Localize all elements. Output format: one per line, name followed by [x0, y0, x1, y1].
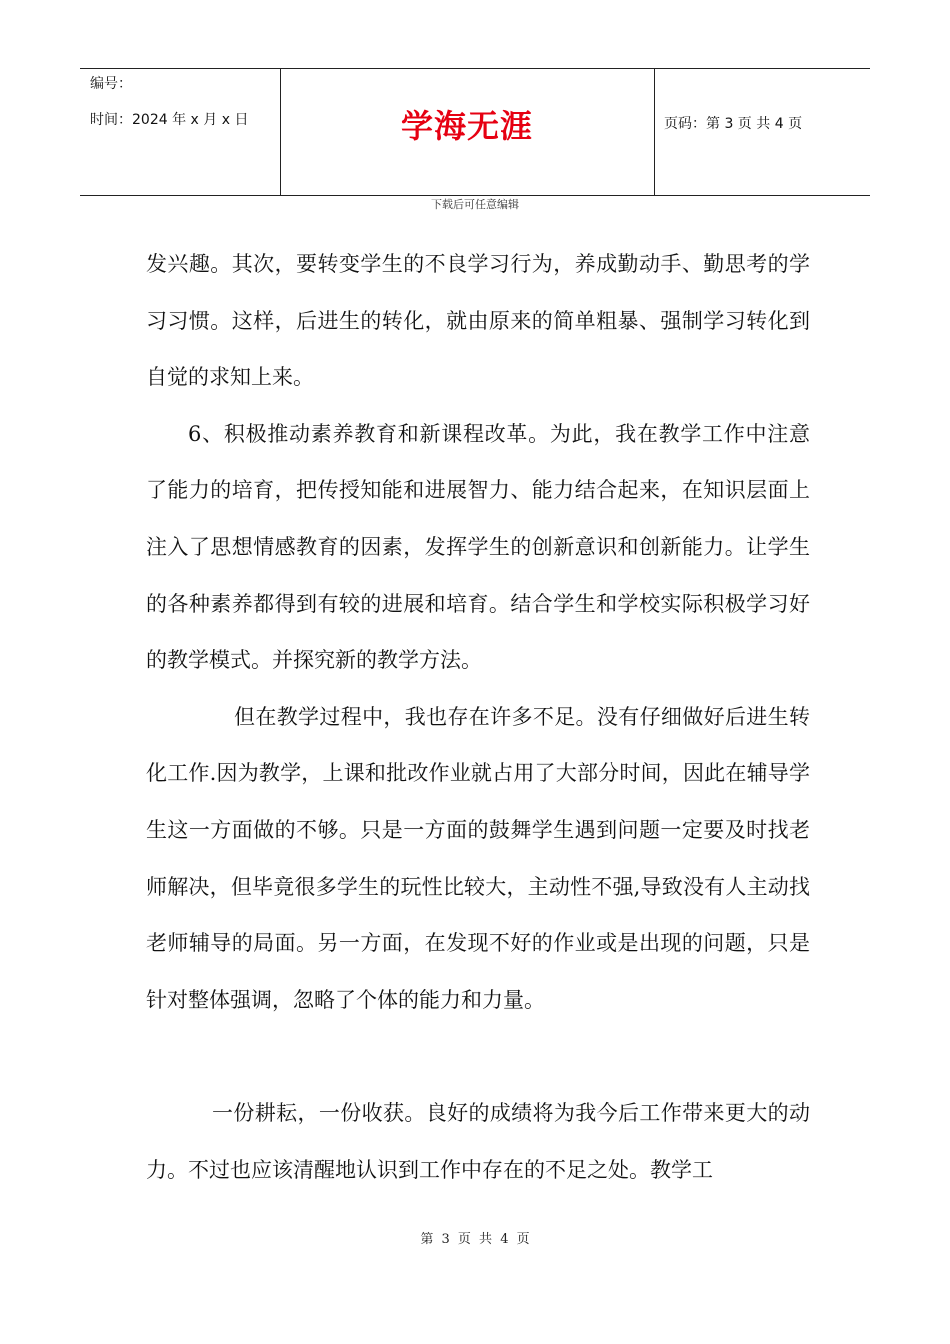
header-divider	[654, 69, 655, 195]
edit-note: 下载后可任意编辑	[431, 198, 519, 211]
paragraph-gap	[146, 1028, 810, 1085]
page-footer: 第 3 页 共 4 页	[420, 1232, 530, 1247]
body-paragraph: 6、积极推动素养教育和新课程改革。为此，我在教学工作中注意了能力的培育，把传授知能和进展智力、能力结合起来，在知识层面上注入了思想情感教育的因素，发挥学生的创新意识和创新能力。让学生的各种素养都得到有较的进展和培育。结合学生和学校实际积极学习好的教学模式。并探究新的教学方法。	[146, 421, 810, 673]
page-header	[80, 68, 870, 196]
body-paragraph: 一份耕耘，一份收获。良好的成绩将为我今后工作带来更大的动力。不过也应该清醒地认识到工作中存在的不足之处。教学工	[146, 1101, 810, 1182]
body-paragraph: 但在教学过程中，我也存在许多不足。没有仔细做好后进生转化工作.因为教学，上课和批改作业就占用了大部分时间，因此在辅导学生这一方面做的不够。只是一方面的鼓舞学生遇到问题一定要及时找老师解决，但毕竟很多学生的玩性比较大，主动性不强,导致没有人主动找老师辅导的局面。另一方面，在发现不好的作业或是出现的问题，只是针对整体强调，忽略了个体的能力和力量。	[146, 704, 810, 1012]
document-time-label: 时间：2024 年 x 月 x 日	[90, 112, 249, 128]
body-paragraph: 发兴趣。其次，要转变学生的不良学习行为，养成勤动手、勤思考的学习习惯。这样，后进生的转化，就由原来的简单粗暴、强制学习转化到自觉的求知上来。	[146, 252, 810, 390]
document-body	[146, 236, 810, 1199]
brand-title: 学海无涯	[400, 107, 533, 145]
header-page-number: 页码：第 3 页 共 4 页	[664, 116, 803, 132]
document-number-label: 编号：	[90, 76, 132, 92]
